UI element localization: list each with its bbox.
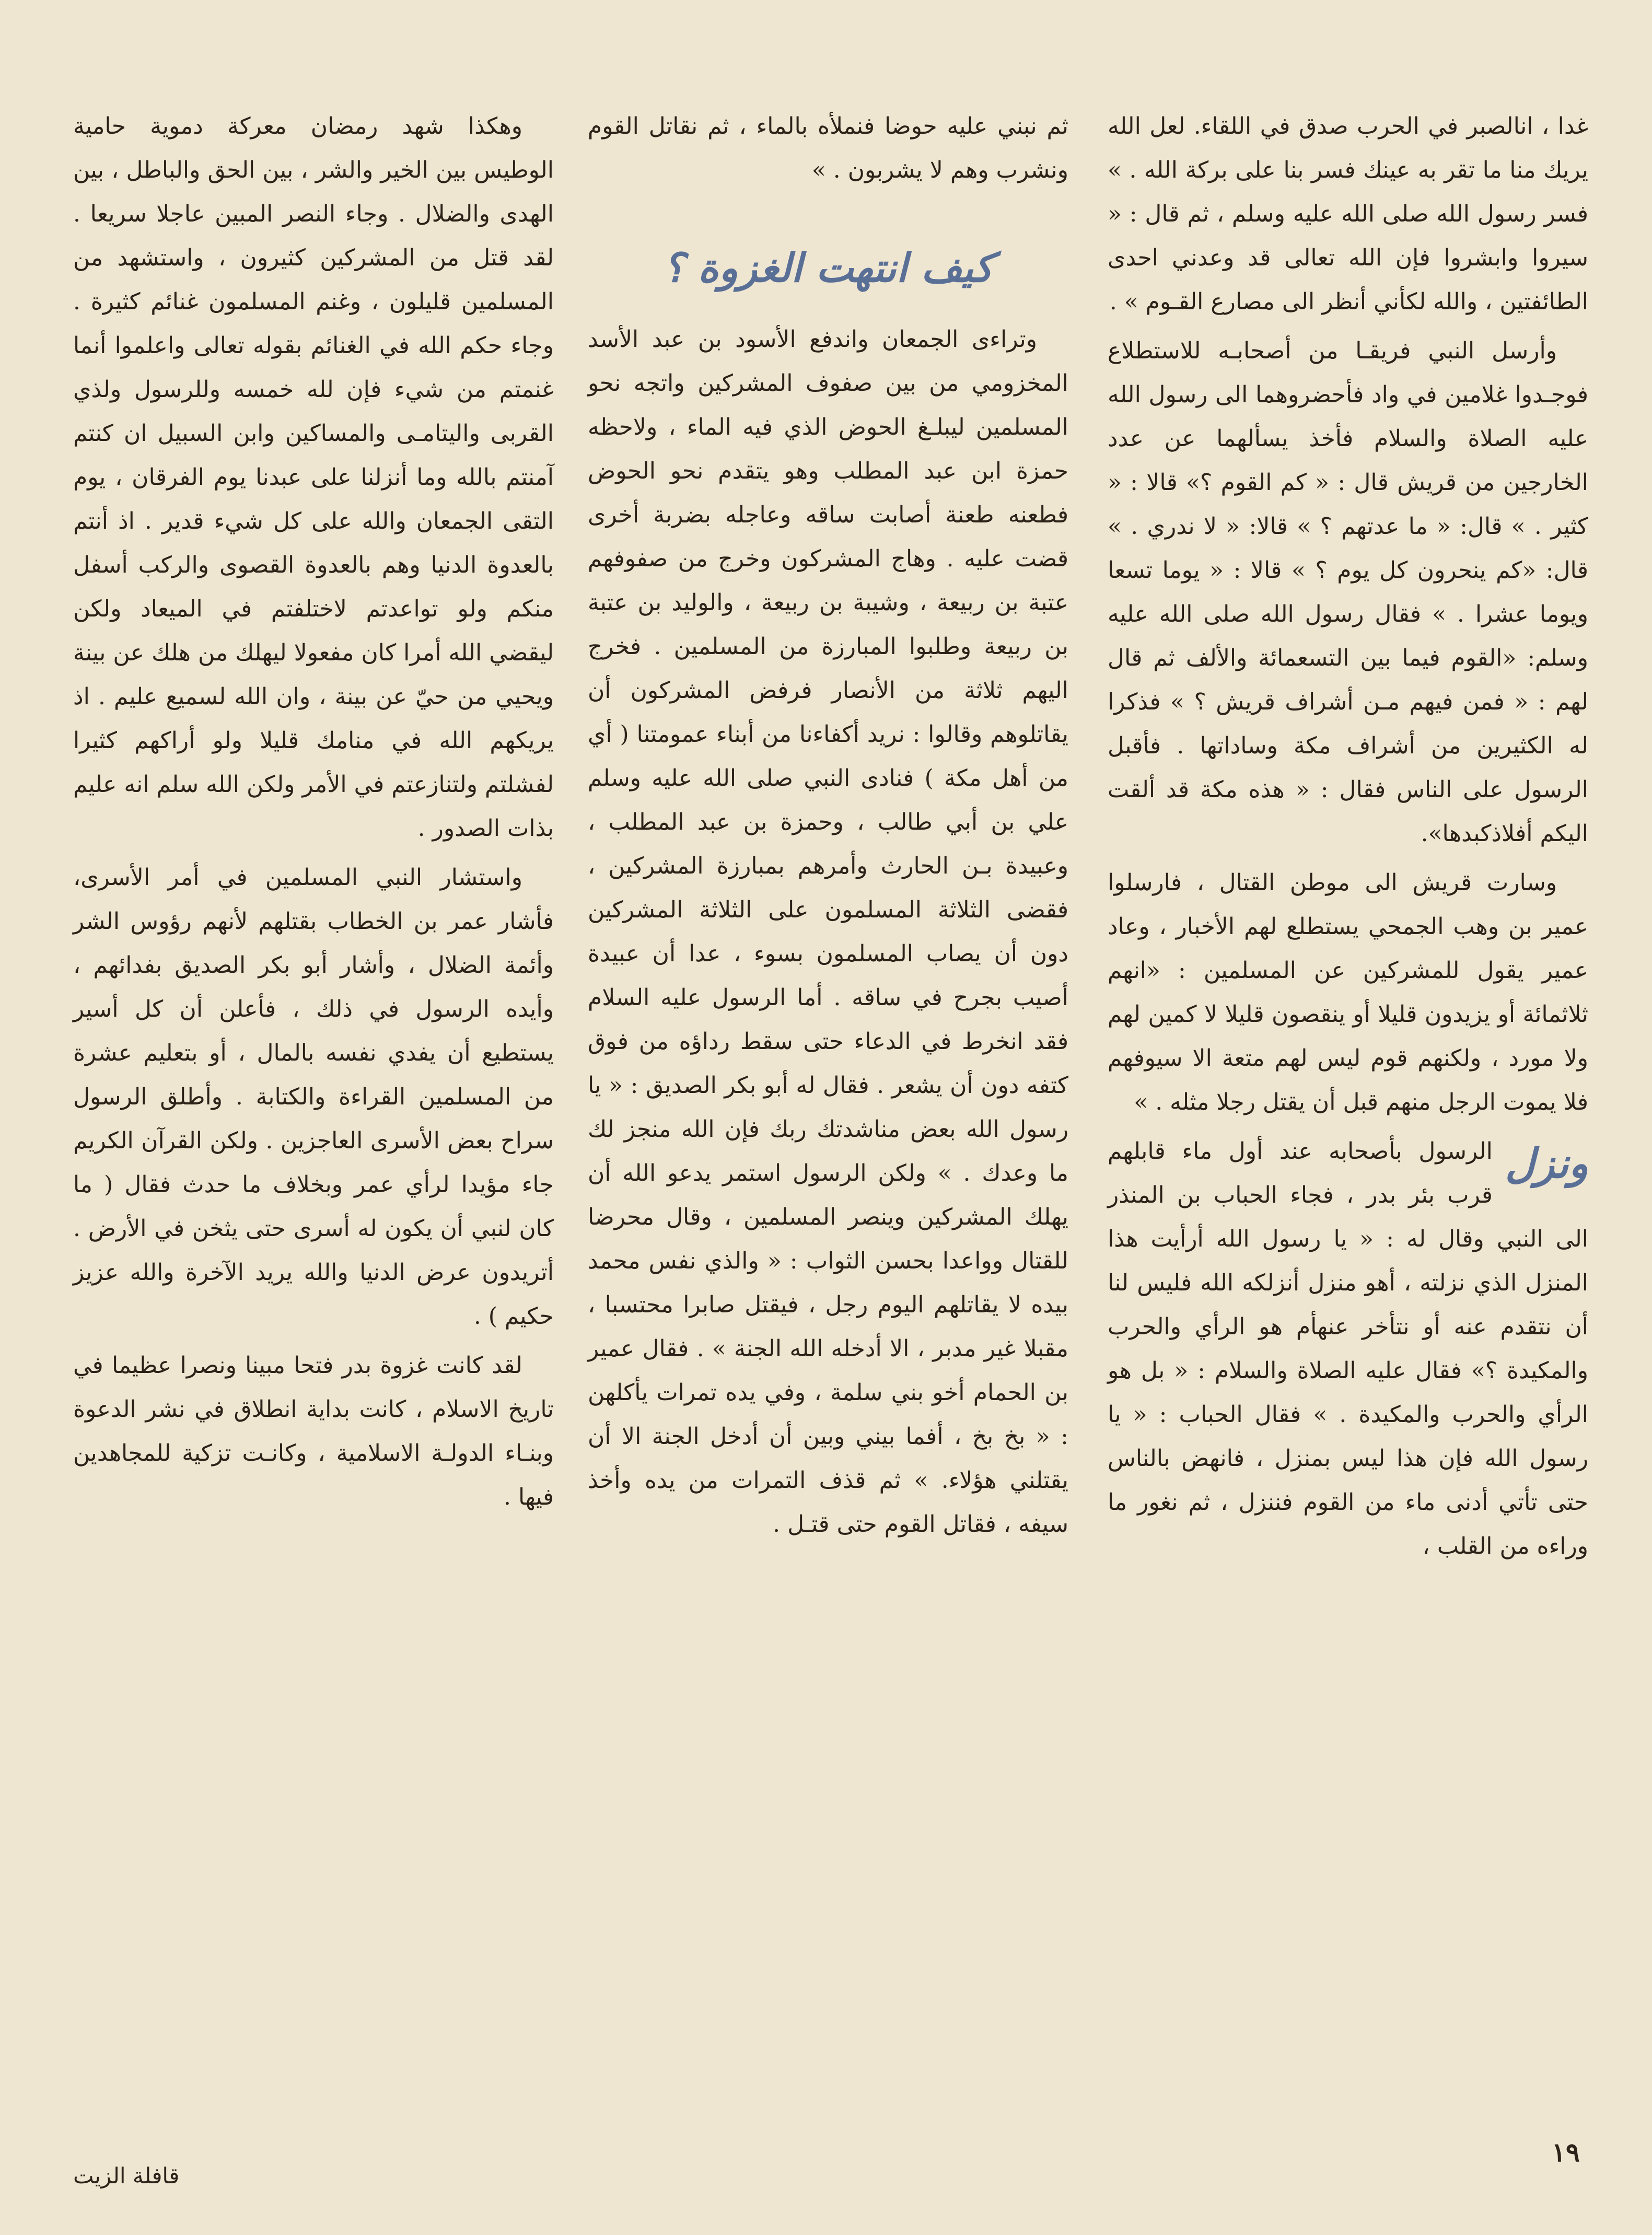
paragraph: واستشار النبي المسلمين في أمر الأسرى، فأشار عمر بن الخطاب بقتلهم لأنهم رؤوس الشر وأئمة الضلال ، وأشار أبو بكر الصديق بفدائهم ، وأيده الرسول في ذلك ، فأعلن أن كل أسير يستطيع أن يفدي نفسه بالمال ، أو بتعليم عشرة من المسلمين القراءة والكتابة . وأطلق الرسول سراح بعض الأسرى العاجزين . ولكن القرآن الكريم جاء مؤيدا لرأي عمر وبخلاف ما حدث فقال ( ما كان لنبي أن يكون له أسرى حتى يثخن في الأرض . أتريدون عرض الدنيا والله يريد الآخرة والله عزيز حكيم ) . [73, 864, 554, 1330]
paragraph: لقد كانت غزوة بدر فتحا مبينا ونصرا عظيما في تاريخ الاسلام ، كانت بداية انطلاق في نشر الدعوة وبنـاء الدولـة الاسلامية ، وكانـت تزكية للمجاهدين فيها . [73, 1352, 554, 1510]
paragraph: وتراءى الجمعان واندفع الأسود بن عبد الأسد المخزومي من بين صفوف المشركين واتجه نحو المسلمين ليبلـغ الحوض الذي فيه الماء ، ولاحظه حمزة ابن عبد المطلب وهو يتقدم نحو الحوض فطعنه طعنة أصابت ساقه وعاجله بضربة أخرى قضت عليه . وهاج المشركون وخرج من صفوفهم عتبة بن ربيعة ، وشيبة بن ربيعة ، والوليد بن عتبة بن ربيعة وطلبوا المبارزة من المسلمين . فخرج اليهم ثلاثة من الأنصار فرفض المشركون أن يقاتلوهم وقالوا : نريد أكفاءنا من أبناء عمومتنا ( أي من أهل مكة ) فنادى النبي صلى الله عليه وسلم علي بن أبي طالب ، وحمزة بن عبد المطلب ، وعبيدة بـن الحارث وأمرهم بمبارزة المشركين ، فقضى الثلاثة المسلمون على الثلاثة المشركين دون أن يصاب المسلمون بسوء ، عدا أن عبيدة أصيب بجرح في ساقه . أما الرسول عليه السلام فقد انخرط في الدعاء حتى سقط رداؤه من فوق كتفه دون أن يشعر . فقال له أبو بكر الصديق : « يا رسول الله بعض مناشدتك ربك فإن الله منجز لك ما وعدك . » ولكن الرسول استمر يدعو الله أن يهلك المشركين وينصر المسلمين ، وقال محرضا للقتال وواعدا بحسن الثواب : « والذي نفس محمد بيده لا يقاتلهم اليوم رجل ، فيقتل صابرا محتسبا ، مقبلا غير مدبر ، الا أدخله الله الجنة » . فقال عمير بن الحمام أخو بني سلمة ، وفي يده تمرات يأكلهن : « بخ بخ ، أفما بيني وبين أن أدخل الجنة الا أن يقتلني هؤلاء. » ثم قذف التمرات من يده وأخذ سيفه ، فقاتل القوم حتى قتـل . [588, 326, 1068, 1538]
sub-heading: ونزل [1505, 1140, 1588, 1188]
paragraph: وهكذا شهد رمضان معركة دموية حامية الوطيس بين الخير والشر ، بين الحق والباطل ، بين الهدى والضلال . وجاء النصر المبين عاجلا سريعا . لقد قتل من المشركين كثيرون ، واستشهد من المسلمين قليلون ، وغنم المسلمون غنائم كثيرة . وجاء حكم الله في الغنائم بقوله تعالى واعلموا أنما غنمتم من شيء فإن لله خمسه وللرسول ولذي القربى واليتامـى والمساكين وابن السبيل ان كنتم آمنتم بالله وما أنزلنا على عبدنا يوم الفرقان ، يوم التقى الجمعان والله على كل شيء قدير . اذ أنتم بالعدوة الدنيا وهم بالعدوة القصوى والركب أسفل منكم ولو تواعدتم لاختلفتم في الميعاد ولكن ليقضي الله أمرا كان مفعولا ليهلك من هلك عن بينة ويحيي من حيّ عن بينة ، وان الله لسميع عليم . اذ يريكهم الله في منامك قليلا ولو أراكهم كثيرا لفشلتم ولتنازعتم في الأمر ولكن الله سلم انه عليم بذات الصدور . [73, 113, 554, 842]
paragraph-with-heading [1108, 1130, 1588, 1568]
page-number: ١٩ [1552, 2137, 1580, 2168]
paragraph: غدا ، انالصبر في الحرب صدق في اللقاء. لعل الله يريك منا ما تقر به عينك فسر بنا على بركة الله . » فسر رسول الله صلى الله عليه وسلم ، ثم قال : « سيروا وابشروا فإن الله تعالى قد وعدني احدى الطائفتين ، والله لكأني أنظر الى مصارع القـوم » . [1108, 113, 1588, 315]
article-column-right [1108, 104, 1588, 1574]
paragraph: ثم نبني عليه حوضا فنملأه بالماء ، ثم نقاتل القوم ونشرب وهم لا يشربون . » [588, 113, 1068, 183]
paragraph-text: الرسول بأصحابه عند أول ماء قابلهم قرب بئر بدر ، فجاء الحباب بن المنذر الى النبي وقال له : « يا رسول الله أرأيت هذا المنزل الذي نزلته ، أهو منزل أنزلكه الله فليس لنا أن نتقدم عنه أو نتأخر عنهأم هو الرأي والحرب والمكيدة ؟» فقال عليه الصلاة والسلام : « بل هو الرأي والحرب والمكيدة . » فقال الحباب : « يا رسول الله فإن هذا ليس بمنزل ، فانهض بالناس حتى تأتي أدنى ماء من القوم فننزل ، ثم نغور ما وراءه من القلب ، [1108, 1138, 1588, 1559]
magazine-name: قافلة الزيت [73, 2163, 180, 2189]
article-column-middle [588, 104, 1068, 1552]
section-title: كيف انتهت الغزوة ؟ [663, 245, 993, 291]
paragraph: وسارت قريش الى موطن القتال ، فارسلوا عمير بن وهب الجمحي يستطلع لهم الأخبار ، وعاد عمير يقول للمشركين عن المسلمين : «انهم ثلاثمائة أو يزيدون قليلا أو ينقصون قليلا لا كمين لهم ولا مورد ، ولكنهم قوم ليس لهم متعة الا سيوفهم فلا يموت الرجل منهم قبل أن يقتل رجلا مثله . » [1108, 869, 1588, 1115]
article-column-left [73, 104, 554, 1524]
paragraph: وأرسل النبي فريقـا من أصحابـه للاستطلاع فوجـدوا غلامين في واد فأحضروهما الى رسول الله عليه الصلاة والسلام فأخذ يسألهما عن عدد الخارجين من قريش قال : « كم القوم ؟» قالا : « كثير . » قال: « ما عدتهم ؟ » قالا: « لا ندري . » قال: «كم ينحرون كل يوم ؟ » قالا : « يوما تسعا ويوما عشرا . » فقال رسول الله صلى الله عليه وسلم: «القوم فيما بين التسعمائة والألف ثم قال لهم : « فمن فيهم مـن أشراف قريش ؟ » فذكرا له الكثيرين من أشراف مكة وساداتها . فأقبل الرسول على الناس فقال : « هذه مكة قد ألقت اليكم أفلاذكبدها». [1108, 337, 1588, 847]
